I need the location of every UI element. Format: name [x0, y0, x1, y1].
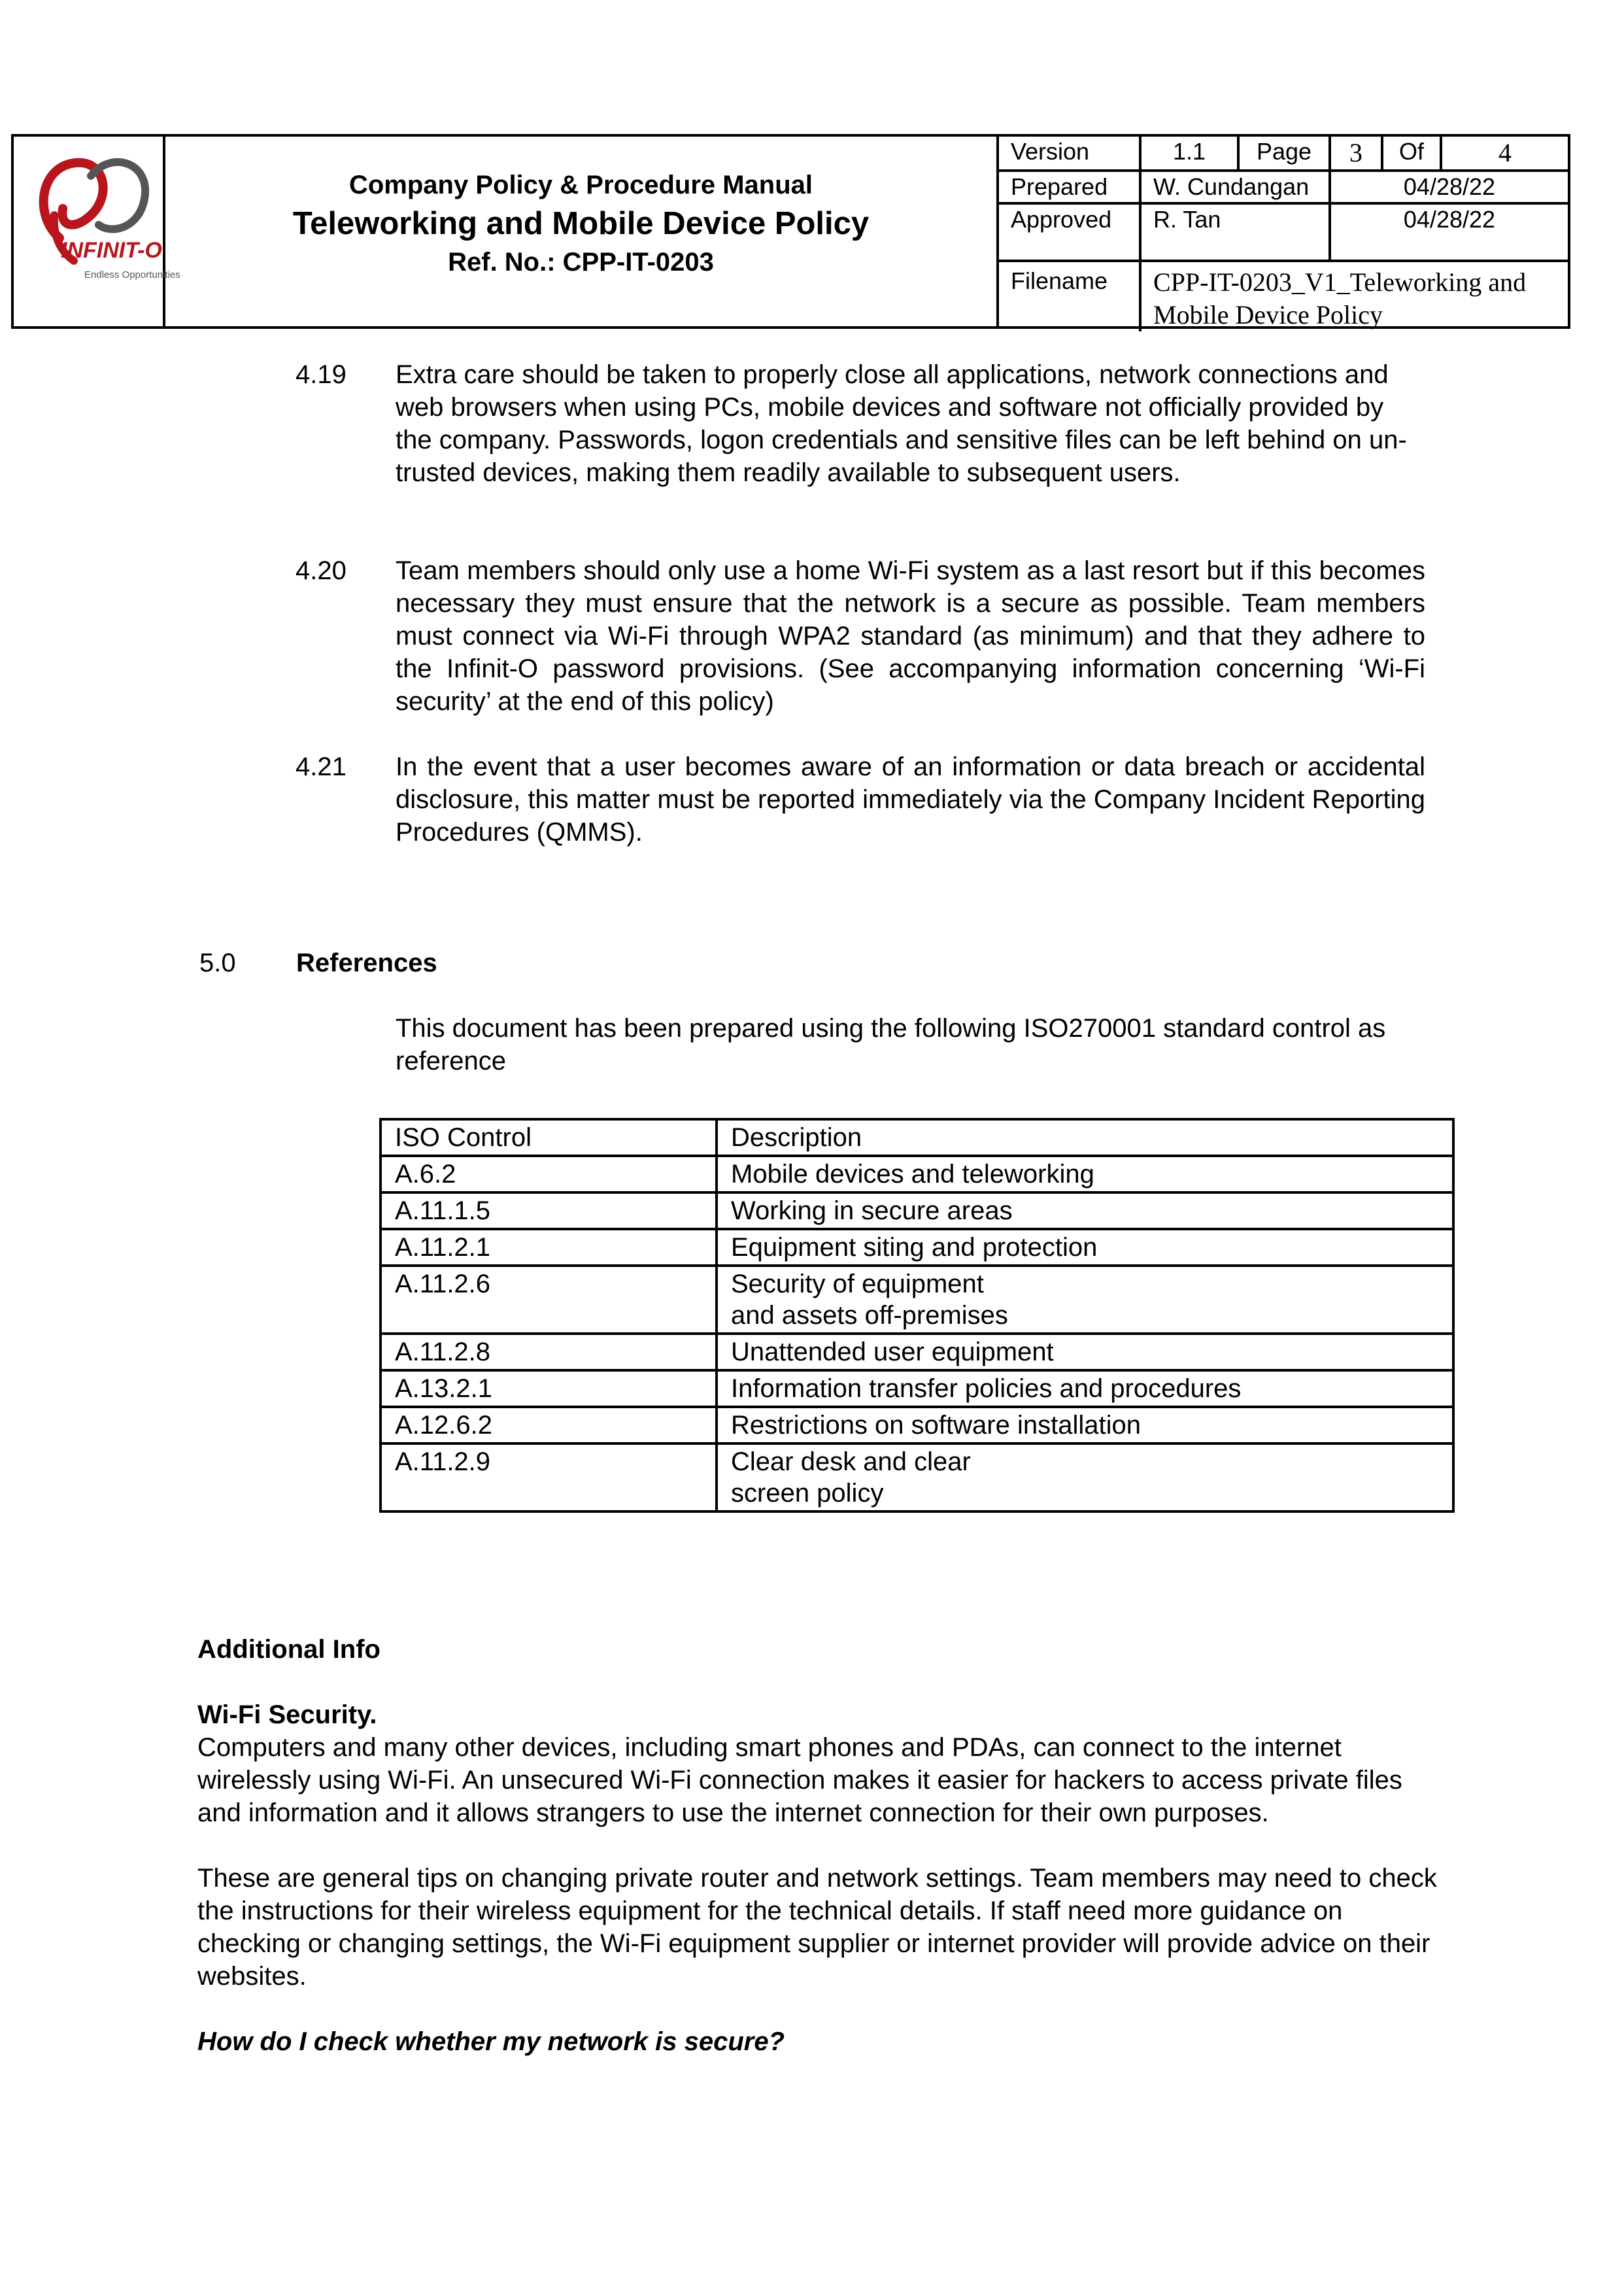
description-cell: Clear desk and clear screen policy [717, 1443, 1453, 1511]
description-cell: Mobile devices and teleworking [717, 1156, 1453, 1192]
iso-control-cell: A.11.1.5 [381, 1192, 717, 1229]
column-header-iso-control: ISO Control [381, 1119, 717, 1156]
table-header-row [381, 1119, 1453, 1156]
table-row [381, 1443, 1453, 1511]
version-value: 1.1 [1140, 137, 1238, 171]
filename-value: CPP-IT-0203_V1_Teleworking and Mobile Device Policy [1153, 267, 1527, 329]
table-row [381, 1266, 1453, 1334]
manual-title: Company Policy & Procedure Manual [348, 171, 813, 199]
description-cell: Working in secure areas [717, 1192, 1453, 1229]
description-cell: Restrictions on software installation [717, 1407, 1453, 1443]
clause-text: Extra care should be taken to properly close all applications, network connections and web browsers when using PCs, mobile devices and software not officially provided by the company. Passwords, logon credentials and sensitive files can be left behind on un-trusted devices, making them readily available to subsequent users. [396, 360, 1407, 487]
iso-control-cell: A.11.2.1 [381, 1229, 717, 1266]
references-intro: This document has been prepared using the following ISO270001 standard control as reference [396, 1014, 1386, 1075]
page-total: 4 [1498, 138, 1512, 167]
iso-control-cell: A.12.6.2 [381, 1407, 717, 1443]
section-number: 5.0 [199, 949, 236, 977]
iso-control-cell: A.6.2 [381, 1156, 717, 1192]
table-row [381, 1156, 1453, 1192]
approved-label: Approved [999, 203, 1140, 261]
table-row [381, 1370, 1453, 1407]
table-row [381, 1229, 1453, 1266]
clause-text: In the event that a user becomes aware of an information or data breach or accidental disclosure, this matter must be reported immediately via the Company Incident Reporting Procedures (QMMS). [396, 752, 1425, 847]
header-title-block [165, 137, 999, 326]
wifi-security-heading: Wi-Fi Security. [197, 1700, 377, 1729]
clause-number: 4.19 [296, 360, 347, 389]
table-row [381, 1334, 1453, 1370]
iso-control-cell: A.11.2.8 [381, 1334, 717, 1370]
document-header [11, 134, 1570, 329]
clause-number: 4.20 [296, 556, 347, 585]
prepared-date: 04/28/22 [1403, 173, 1496, 200]
approved-date: 04/28/22 [1403, 206, 1496, 233]
clause-number: 4.21 [296, 752, 347, 781]
description-cell: Information transfer policies and procedures [717, 1370, 1453, 1407]
page-label: Page [1238, 137, 1330, 171]
filename-label: Filename [999, 261, 1140, 331]
description-cell: Equipment siting and protection [717, 1229, 1453, 1266]
policy-title: Teleworking and Mobile Device Policy [292, 206, 870, 241]
description-cell: Unattended user equipment [717, 1334, 1453, 1370]
table-row [381, 1407, 1453, 1443]
prepared-label: Prepared [999, 171, 1140, 203]
column-header-description: Description [717, 1119, 1453, 1156]
iso-control-table [379, 1118, 1455, 1513]
wifi-security-paragraph-2: These are general tips on changing private router and network settings. Team members may need to check the instructions for their wireless equipment for the technical details. If staff need more guidance on checking or changing settings, the Wi-Fi equipment supplier or internet provider will provide advice on their websites. [197, 1864, 1437, 1991]
infinito-logo-icon [14, 137, 180, 326]
version-label: Version [999, 137, 1140, 171]
wifi-security-paragraph-1: Computers and many other devices, including smart phones and PDAs, can connect to the internet wirelessly using Wi-Fi. An unsecured Wi-Fi connection makes it easier for hackers to access private files and information and it allows strangers to use the internet connection for their own purposes. [197, 1733, 1402, 1827]
additional-info-heading: Additional Info [197, 1635, 381, 1664]
document-metadata [999, 137, 1568, 329]
of-label: Of [1382, 137, 1441, 171]
iso-control-cell: A.11.2.6 [381, 1266, 717, 1334]
page-number: 3 [1330, 137, 1382, 171]
iso-control-cell: A.11.2.9 [381, 1443, 717, 1511]
company-logo [14, 137, 180, 326]
description-cell: Security of equipment and assets off-premises [717, 1266, 1453, 1334]
clause-text: Team members should only use a home Wi-Fi system as a last resort but if this becomes necessary they must ensure that the network is a secure as possible. Team members must connect via Wi-Fi through WPA2 standard (as minimum) and that they adhere to the Infinit-O password provisions. (See accompanying information concerning ‘Wi-Fi security’ at the end of this policy) [396, 556, 1425, 716]
approved-by: R. Tan [1140, 203, 1330, 261]
section-title: References [296, 949, 437, 977]
network-security-question: How do I check whether my network is secure? [197, 2027, 785, 2056]
table-row [381, 1192, 1453, 1229]
logo-text: INFINIT-O [61, 238, 162, 263]
reference-number: Ref. No.: CPP-IT-0203 [448, 248, 714, 277]
prepared-by: W. Cundangan [1140, 171, 1330, 203]
logo-tagline: Endless Opportunities [84, 269, 180, 280]
iso-control-cell: A.13.2.1 [381, 1370, 717, 1407]
